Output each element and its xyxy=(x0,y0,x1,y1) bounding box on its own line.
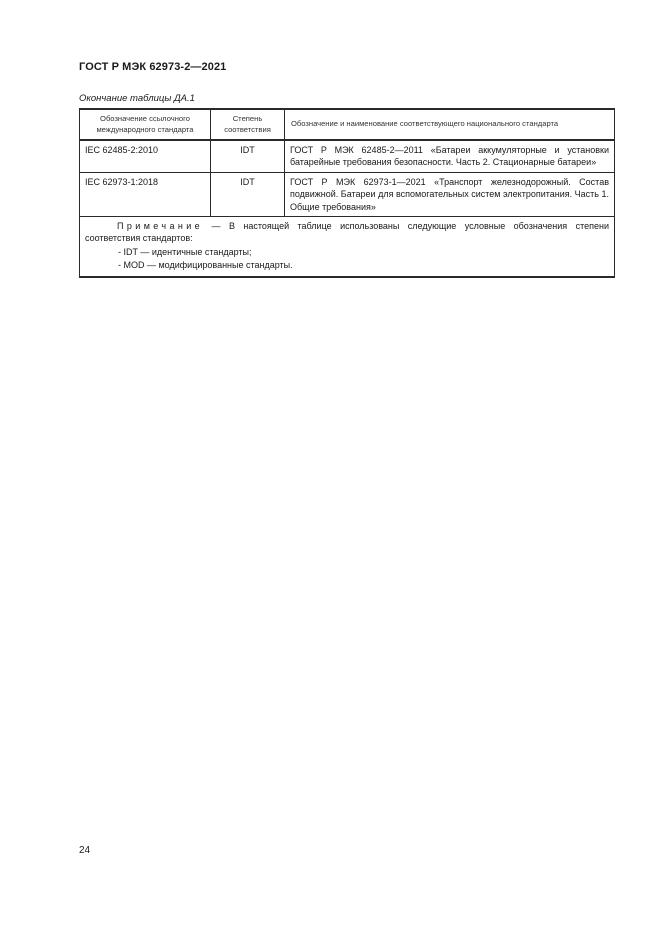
international-standard-cell: IEC 62485-2:2010 xyxy=(80,140,211,172)
degree-cell: IDT xyxy=(211,172,285,216)
column-header-international: Обозначение ссылочного международного стандарта xyxy=(80,109,211,140)
note-list xyxy=(85,246,609,272)
column-header-degree: Степень соответствия xyxy=(211,109,285,140)
page-number: 24 xyxy=(79,845,91,856)
note-label: Примечание xyxy=(117,221,204,232)
note-text: — В настоящей таблице использованы следующие условные обозначения степени соответствия стандартов: xyxy=(85,221,609,244)
international-standard-cell: IEC 62973-1:2018 xyxy=(80,172,211,216)
document-header: ГОСТ Р МЭК 62973-2—2021 xyxy=(79,61,227,73)
table-header-row xyxy=(80,109,615,140)
table-note-row xyxy=(80,217,615,277)
degree-cell: IDT xyxy=(211,140,285,172)
national-standard-cell: ГОСТ Р МЭК 62485-2—2011 «Батареи аккумуляторные и установки батарейные требования безопасности. Часть 2. Стационарные батареи» xyxy=(285,140,615,172)
table-caption: Окончание таблицы ДА.1 xyxy=(79,93,195,104)
note-list-item: - IDT — идентичные стандарты; xyxy=(118,246,252,257)
national-standard-cell: ГОСТ Р МЭК 62973-1—2021 «Транспорт железнодорожный. Состав подвижной. Батареи для вспомогательных систем электропитания. Часть 1. Общие требования» xyxy=(285,172,615,216)
correspondence-table xyxy=(79,108,615,278)
note-paragraph xyxy=(85,220,609,245)
note-list-item: - MOD — модифицированные стандарты. xyxy=(118,260,293,271)
column-header-national: Обозначение и наименование соответствующего национального стандарта xyxy=(285,109,615,140)
table-note xyxy=(80,217,615,277)
table-row xyxy=(80,140,615,172)
table-row xyxy=(80,172,615,216)
